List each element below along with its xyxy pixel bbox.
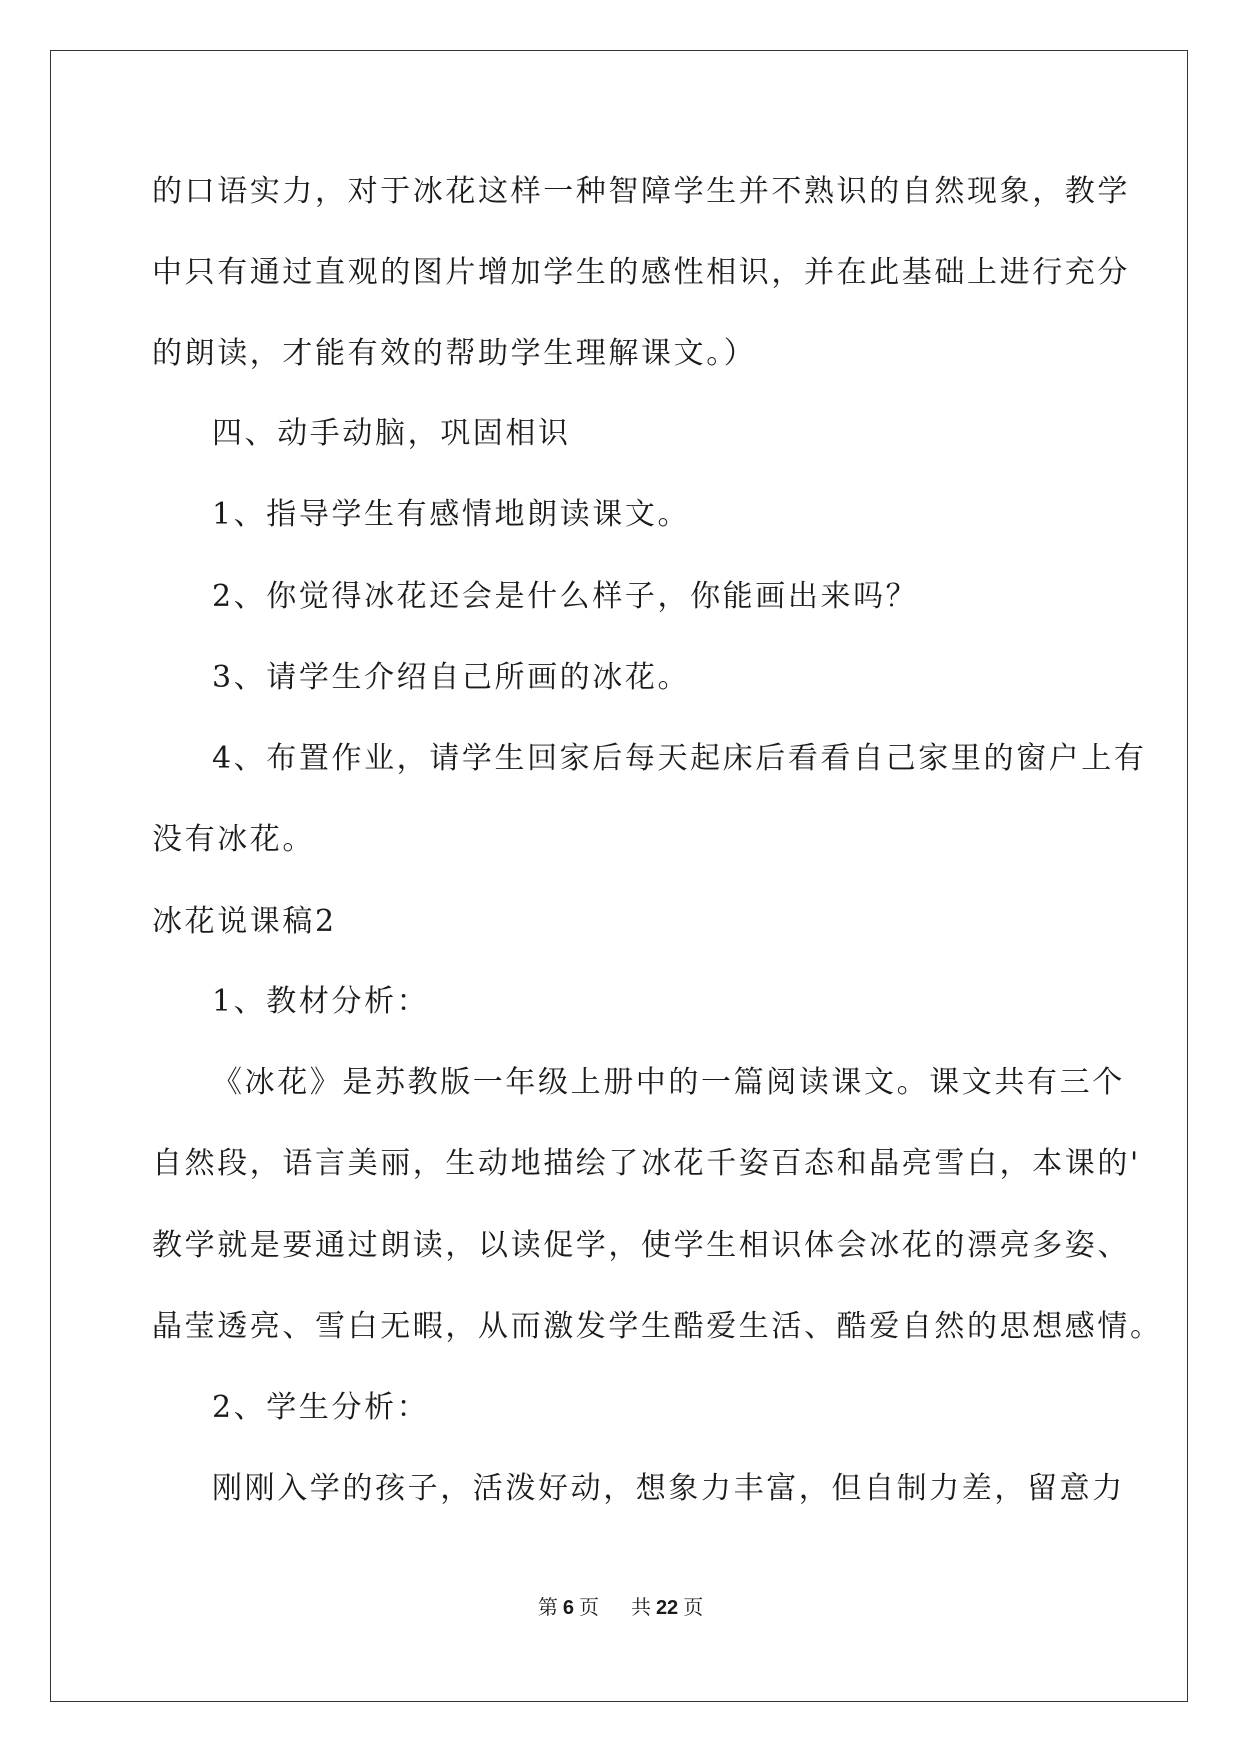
body-line: 《冰花》是苏教版一年级上册中的一篇阅读课文。课文共有三个: [212, 1065, 1125, 1100]
page-suffix: 页: [578, 1597, 599, 1619]
body-line: 晶莹透亮、雪白无暇，从而激发学生酷爱生活、酷爱自然的思想感情。: [152, 1309, 1163, 1344]
page-prefix: 第: [537, 1597, 558, 1619]
body-line: 中只有通过直观的图片增加学生的感性相识，并在此基础上进行充分: [152, 255, 1130, 290]
body-line: 自然段，语言美丽，生动地描绘了冰花千姿百态和晶亮雪白，本课的': [152, 1146, 1141, 1181]
body-line: 没有冰花。: [152, 822, 315, 857]
page-footer: [0, 1595, 1241, 1621]
section-heading: 2、学生分析：: [212, 1390, 430, 1425]
body-line: 教学就是要通过朗读，以读促学，使学生相识体会冰花的漂亮多姿、: [152, 1228, 1130, 1263]
body-line: 的口语实力，对于冰花这样一种智障学生并不熟识的自然现象，教学: [152, 174, 1130, 209]
list-item: 3、请学生介绍自己所画的冰花。: [212, 660, 691, 695]
body-line: 刚刚入学的孩子，活泼好动，想象力丰富，但自制力差，留意力: [212, 1471, 1125, 1506]
section-heading: 1、教材分析：: [212, 984, 430, 1019]
section-heading: 四、动手动脑，巩固相识: [212, 416, 571, 451]
total-pages: 22: [655, 1597, 679, 1619]
list-item: 1、指导学生有感情地朗读课文。: [212, 497, 691, 532]
list-item: 2、你觉得冰花还会是什么样子，你能画出来吗？: [212, 579, 919, 614]
page-border: [50, 50, 1188, 1702]
body-line: 的朗读，才能有效的帮助学生理解课文。）: [152, 336, 757, 371]
total-suffix: 页: [683, 1597, 704, 1619]
list-item: 4、布置作业，请学生回家后每天起床后看看自己家里的窗户上有: [212, 741, 1147, 776]
document-title: 冰花说课稿2: [152, 904, 337, 939]
total-prefix: 共: [630, 1597, 651, 1619]
page-number: 6: [562, 1597, 574, 1619]
